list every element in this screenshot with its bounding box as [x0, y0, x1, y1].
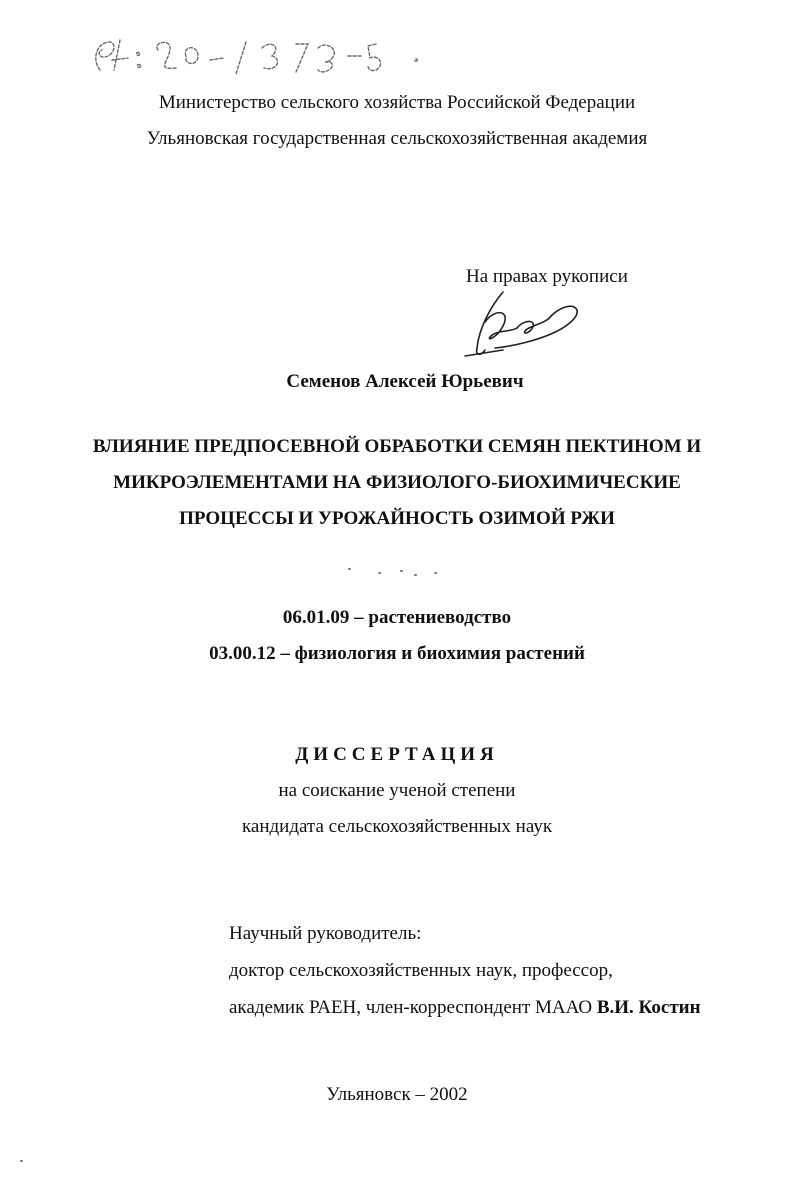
thesis-title-line-3: ПРОЦЕССЫ И УРОЖАЙНОСТЬ ОЗИМОЙ РЖИ	[179, 508, 615, 529]
document-type: ДИССЕРТАЦИЯ	[295, 744, 499, 765]
supervisor-titles	[229, 989, 789, 1026]
supervisor-titles-text: академик РАЕН, член-корреспондент МААО	[229, 997, 597, 1018]
degree-line-2: кандидата сельскохозяйственных наук	[241, 816, 553, 837]
author-signature	[455, 282, 585, 364]
supervisor-block	[229, 915, 789, 1026]
author-name: Семенов Алексей Юрьевич	[286, 371, 524, 392]
supervisor-credentials: доктор сельскохозяйственных наук, профессор,	[229, 960, 613, 981]
supervisor-label: Научный руководитель:	[229, 923, 422, 944]
academy-heading: Ульяновская государственная сельскохозяйственная академия	[146, 128, 648, 149]
specialty-1: 06.01.09 – растениеводство	[282, 607, 512, 628]
city-year: Ульяновск – 2002	[326, 1084, 468, 1105]
thesis-title-line-2: МИКРОЭЛЕМЕНТАМИ НА ФИЗИОЛОГО-БИОХИМИЧЕСКИЕ	[113, 472, 681, 493]
thesis-title-line-1: ВЛИЯНИЕ ПРЕДПОСЕВНОЙ ОБРАБОТКИ СЕМЯН ПЕКТИНОМ И	[92, 436, 702, 457]
margin-speck	[20, 1160, 23, 1162]
scan-specks	[330, 560, 450, 580]
supervisor-name: В.И. Костин	[596, 997, 701, 1018]
handwritten-archive-number	[86, 30, 446, 90]
specialty-2: 03.00.12 – физиология и биохимия растений	[209, 643, 585, 664]
manuscript-note: На правах рукописи	[466, 266, 628, 287]
ministry-heading: Министерство сельского хозяйства Российской Федерации	[158, 92, 636, 113]
degree-line-1: на соискание ученой степени	[278, 780, 516, 801]
